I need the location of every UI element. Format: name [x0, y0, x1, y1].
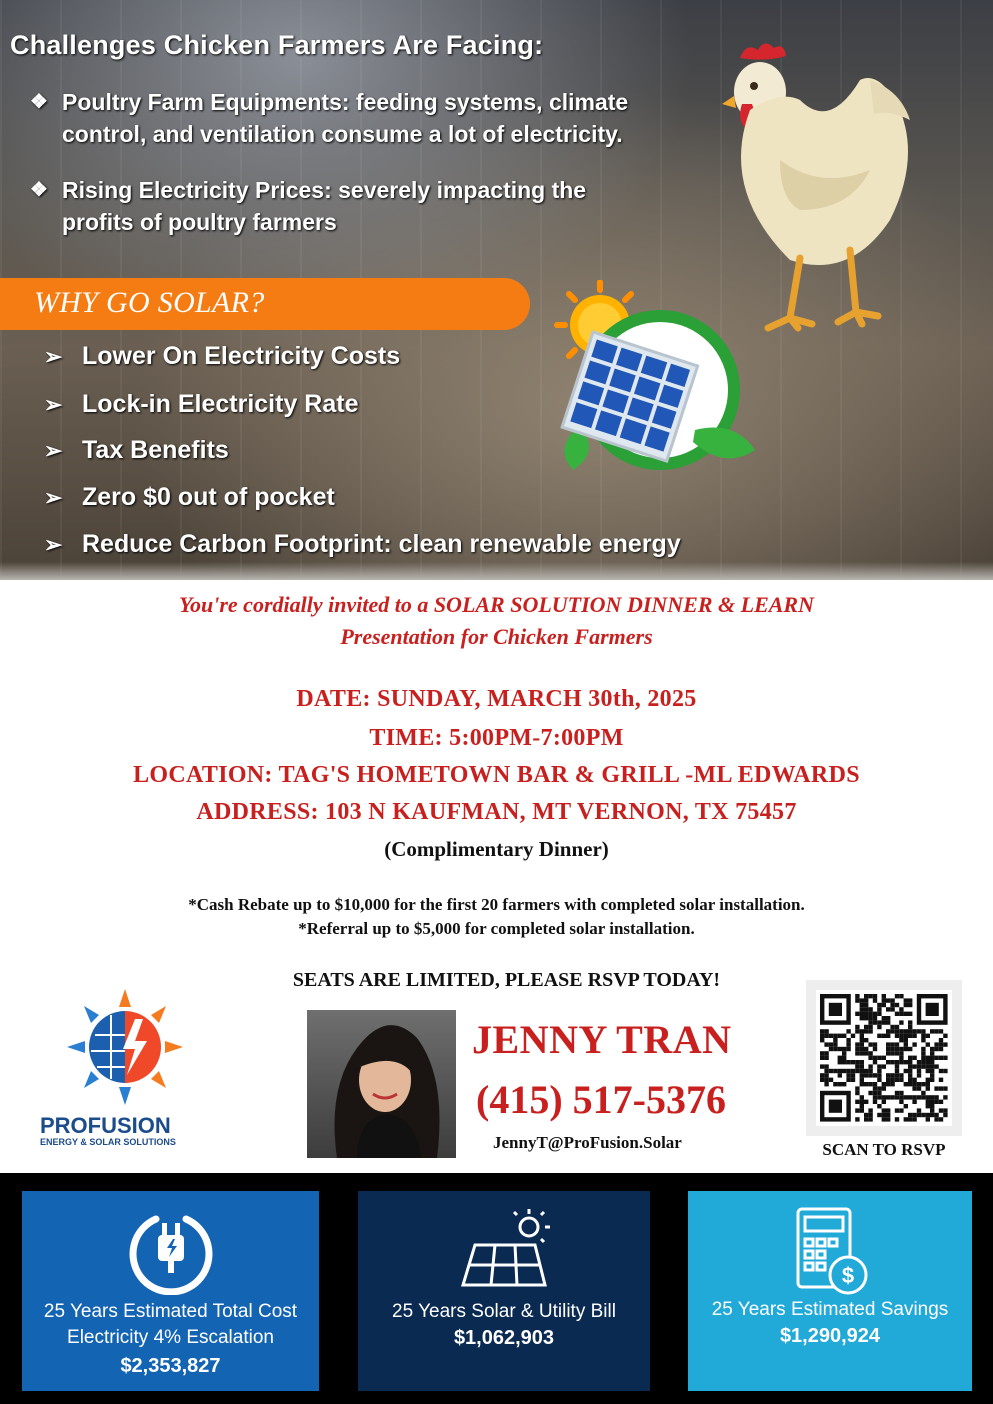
contact-email[interactable]: JennyT@ProFusion.Solar: [493, 1133, 682, 1152]
benefit-text: Zero $0 out of pocket: [82, 483, 335, 511]
referral-note: *Referral up to $5,000 for completed solar installation.: [298, 919, 695, 938]
benefit-item: [44, 436, 229, 465]
qr-caption: SCAN TO RSVP: [822, 1140, 946, 1159]
rebate-note: *Cash Rebate up to $10,000 for the first 20 farmers with completed solar installation.: [188, 895, 805, 914]
brand-name: PROFUSION: [40, 1113, 171, 1138]
challenge-line: Rising Electricity Prices: severely impacting the: [62, 177, 587, 203]
contact-phone[interactable]: (415) 517-5376: [476, 1077, 726, 1122]
card-value: $2,353,827: [120, 1355, 221, 1377]
benefit-item: [44, 530, 681, 559]
challenge-line: control, and ventilation consume a lot of electricity.: [62, 121, 623, 147]
diamond-bullet-icon: ❖: [30, 91, 48, 113]
brand-tagline: ENERGY & SOLAR SOLUTIONS: [40, 1137, 176, 1147]
contact-photo: [307, 1010, 456, 1158]
challenge-item: [30, 174, 730, 238]
invite-line: You're cordially invited to a SOLAR SOLUTION DINNER & LEARN: [179, 592, 814, 617]
rsvp-heading: SEATS ARE LIMITED, PLEASE RSVP TODAY!: [292, 969, 721, 991]
benefit-item: [44, 342, 400, 371]
event-time: TIME: 5:00PM-7:00PM: [369, 725, 624, 751]
contact-name: JENNY TRAN: [472, 1017, 732, 1062]
hero-banner: [0, 0, 993, 580]
why-go-solar-banner: [0, 278, 530, 330]
card-value: $1,062,903: [453, 1327, 555, 1349]
event-note: (Complimentary Dinner): [384, 837, 609, 861]
benefit-text: Reduce Carbon Footprint: clean renewable energy: [82, 530, 681, 558]
arrow-bullet-icon: ➢: [44, 392, 63, 417]
challenges-heading: Challenges Chicken Farmers Are Facing:: [10, 30, 544, 60]
card-line: 25 Years Solar & Utility Bill: [392, 1301, 616, 1322]
arrow-bullet-icon: ➢: [44, 532, 63, 557]
challenge-item: [30, 86, 730, 150]
benefit-item: [44, 390, 358, 419]
calculator-icon: [780, 1205, 880, 1299]
card-line: Electricity 4% Escalation: [67, 1327, 274, 1348]
why-go-solar-heading: WHY GO SOLAR?: [34, 286, 265, 319]
profusion-logo: [40, 985, 210, 1150]
plug-icon: [126, 1205, 216, 1295]
solar-panel-sun-illustration: [545, 280, 765, 480]
challenge-line: Poultry Farm Equipments: feeding systems, climate: [62, 89, 629, 115]
benefit-text: Tax Benefits: [82, 436, 229, 464]
benefit-text: Lock-in Electricity Rate: [82, 390, 359, 418]
cost-card: [22, 1191, 319, 1391]
challenge-line: profits of poultry farmers: [62, 209, 337, 235]
card-line: 25 Years Estimated Savings: [711, 1299, 949, 1320]
card-value: $1,290,924: [779, 1325, 881, 1347]
event-date: DATE: SUNDAY, MARCH 30th, 2025: [296, 686, 697, 712]
benefit-item: [44, 483, 335, 512]
diamond-bullet-icon: ❖: [30, 179, 48, 201]
card-line: 25 Years Estimated Total Cost: [43, 1301, 298, 1322]
sun-logo-icon: [40, 985, 210, 1115]
solar-panel-icon: [449, 1205, 559, 1295]
benefit-text: Lower On Electricity Costs: [82, 342, 401, 370]
arrow-bullet-icon: ➢: [44, 485, 63, 510]
savings-card: [688, 1191, 972, 1391]
arrow-bullet-icon: ➢: [44, 344, 63, 369]
arrow-bullet-icon: ➢: [44, 438, 63, 463]
event-location: LOCATION: TAG'S HOMETOWN BAR & GRILL -ML EDWARDS: [133, 762, 860, 788]
svg-text:$: $: [841, 1263, 855, 1288]
event-address: ADDRESS: 103 N KAUFMAN, MT VERNON, TX 75457: [196, 799, 797, 825]
rsvp-qr-code[interactable]: [806, 980, 962, 1136]
solar-bill-card: [358, 1191, 650, 1391]
invite-line: Presentation for Chicken Farmers: [340, 624, 653, 649]
savings-footer: [0, 1173, 993, 1404]
